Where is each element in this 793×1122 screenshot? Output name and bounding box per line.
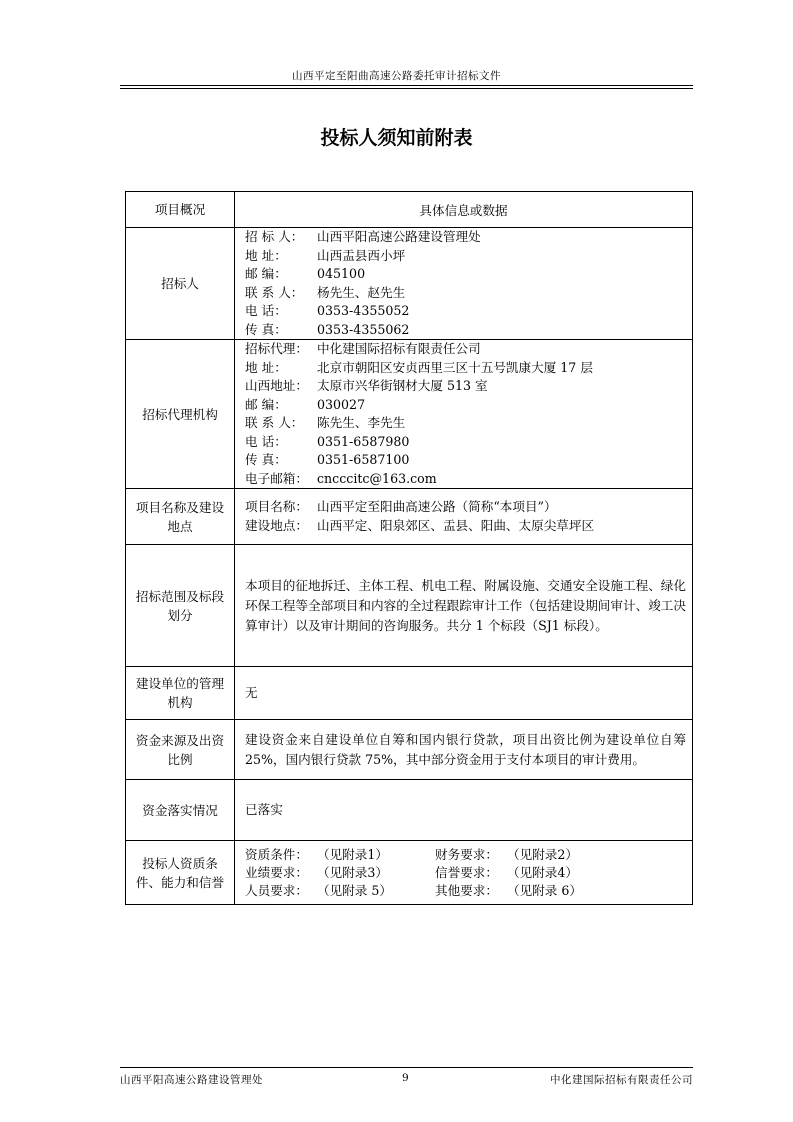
- agency-details: [235, 340, 693, 489]
- field-row: 招 标 人： 山西平阳高速公路建设管理处: [245, 229, 481, 244]
- row-label-project: 项目名称及建设地点: [126, 489, 235, 545]
- field-row: 地 址： 北京市朝阳区安贞西里三区十五号凯康大厦 17 层: [245, 359, 593, 375]
- footer-left-org: 山西平阳高速公路建设管理处: [120, 1074, 263, 1086]
- field-row: 传 真： 0351-6587100: [245, 452, 410, 467]
- table-row-management: [126, 667, 693, 720]
- row-label-qualification: 投标人资质条件、能力和信誉: [126, 841, 235, 905]
- field-row: 传 真： 0353-4355062: [245, 321, 410, 337]
- qualification-line: 资质条件： （见附录1） 财务要求： （见附录2）: [245, 846, 578, 862]
- row-label-scope: 招标范围及标段划分: [126, 545, 235, 667]
- funds-status-details: 已落实: [235, 780, 693, 841]
- column-header-overview: 项目概况: [126, 192, 235, 228]
- management-details: 无: [235, 667, 693, 720]
- header-rule-thin: [120, 88, 693, 89]
- row-label-agency: 招标代理机构: [126, 340, 235, 489]
- tenderer-details: [235, 228, 693, 340]
- field-row: 建设地点： 山西平定、阳泉郊区、盂县、阳曲、太原尖草坪区: [245, 517, 595, 533]
- page-title: 投标人须知前附表: [320, 127, 473, 149]
- field-row: 联 系 人： 陈先生、李先生: [245, 415, 406, 430]
- table-row-scope: [126, 545, 693, 667]
- field-row: 地 址： 山西盂县西小坪: [245, 247, 406, 263]
- row-label-management: 建设单位的管理机构: [126, 667, 235, 720]
- row-label-funding: 资金来源及出资比例: [126, 720, 235, 780]
- table-header-row: [126, 192, 693, 228]
- row-label-funds-status: 资金落实情况: [126, 780, 235, 841]
- footer-rule: [120, 1067, 693, 1068]
- field-row: 项目名称： 山西平定至阳曲高速公路（简称“本项目”）: [245, 499, 557, 514]
- table-row-funds-status: [126, 780, 693, 841]
- field-row: 邮 编： 030027: [245, 396, 366, 412]
- funding-details: 建设资金来自建设单位自筹和国内银行贷款，项目出资比例为建设单位自筹 25%，国内银行贷款 75%，其中部分资金用于支付本项目的审计费用。: [235, 720, 693, 780]
- project-details: [235, 489, 693, 545]
- scope-details: 本项目的征地拆迁、主体工程、机电工程、附属设施、交通安全设施工程、绿化环保工程等全部项目和内容的全过程跟踪审计工作（包括建设期间审计、竣工决算审计）以及审计期间的咨询服务。共分 1 个标段（SJ1 标段）。: [235, 545, 693, 667]
- row-label-tenderer: 招标人: [126, 228, 235, 340]
- table-row-funding: [126, 720, 693, 780]
- header-rule-thick: [120, 85, 693, 86]
- field-row: 联 系 人： 杨先生、赵先生: [245, 284, 406, 300]
- page-number: 9: [402, 1072, 410, 1084]
- column-header-details: 具体信息或数据: [235, 192, 693, 228]
- qualification-details: [235, 841, 693, 905]
- qualification-line: 业绩要求： （见附录3） 信誉要求： （见附录4）: [245, 864, 578, 880]
- table-row-qualification: [126, 841, 693, 905]
- running-header: 山西平定至阳曲高速公路委托审计招标文件: [292, 70, 501, 82]
- field-row: 邮 编： 045100: [245, 266, 366, 281]
- footer-right-org: 中化建国际招标有限责任公司: [550, 1074, 693, 1086]
- field-row: 电 话： 0351-6587980: [245, 433, 410, 449]
- field-row: 电 话： 0353-4355052: [245, 303, 410, 318]
- table-row-tenderer: [126, 228, 693, 340]
- field-row: 招标代理： 中化建国际招标有限责任公司: [245, 341, 481, 356]
- bidder-instructions-table: [125, 191, 693, 905]
- table-row-project: [126, 489, 693, 545]
- qualification-line: 人员要求： （见附录 5） 其他要求： （见附录 6）: [245, 882, 582, 898]
- field-row: 电子邮箱： cncccitc@163.com: [245, 470, 437, 486]
- field-row: 山西地址： 太原市兴华街钢材大厦 513 室: [245, 378, 488, 393]
- table-row-agency: [126, 340, 693, 489]
